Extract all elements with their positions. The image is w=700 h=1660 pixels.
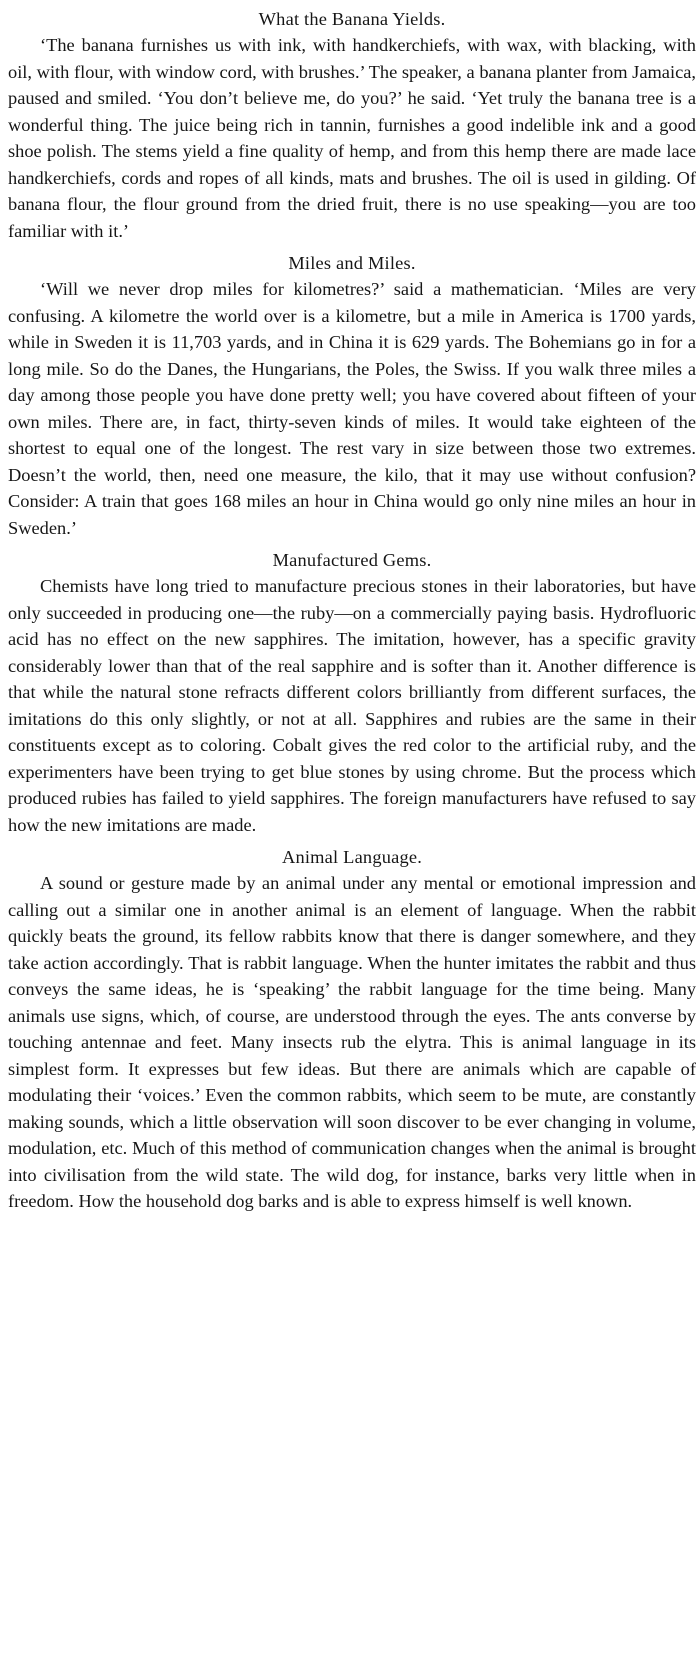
article-gems xyxy=(8,547,696,838)
article-title: Manufactured Gems. xyxy=(272,550,432,570)
article-miles xyxy=(8,250,696,541)
article-body: ‘The banana furnishes us with ink, with handkerchiefs, with wax, with blacking, with oil, with flour, with window cord, with brushes.’ The speaker, a banana planter from Jamaica, paused and smiled. ‘You don’t believe me, do you?’ he said. ‘Yet truly the banana tree is a wonderful thing. The juice being rich in tannin, furnishes a good indelible ink and a good shoe polish. The stems yield a fine quality of hemp, and from this hemp there are made lace handkerchiefs, cords and ropes of all kinds, mats and brushes. The oil is used in gilding. Of banana flour, the flour ground from the dried fruit, there is no use speaking—you are too familiar with it.’ xyxy=(8,35,696,241)
article-body: ‘Will we never drop miles for kilometres?’ said a mathematician. ‘Miles are very confusing. A kilometre the world over is a kilometre, but a mile in America is 1700 yards, while in Sweden it is 11,703 yards, and in China it is 629 yards. The Bohemians go in for a long mile. So do the Danes, the Hungarians, the Poles, the Swiss. If you walk three miles a day among those people you have done pretty well; you have covered about fifteen of your own miles. There are, in fact, thirty-seven kinds of miles. It would take eighteen of the shortest to equal one of the longest. The rest vary in size between those two extremes. Doesn’t the world, then, need one measure, the kilo, that it may use without confusion? Consider: A train that goes 168 miles an hour in China would go only nine miles an hour in Sweden.’ xyxy=(8,279,696,538)
article-title: What the Banana Yields. xyxy=(258,9,446,29)
article-title: Animal Language. xyxy=(281,847,423,867)
article-title: Miles and Miles. xyxy=(288,253,416,273)
article-banana xyxy=(8,6,696,244)
article-body: A sound or gesture made by an animal under any mental or emotional impression and calling out a similar one in another animal is an element of language. When the rabbit quickly beats the ground, its fellow rabbits know that there is danger somewhere, and they take action accordingly. That is rabbit language. When the hunter imitates the rabbit and thus conveys the same ideas, he is ‘speaking’ the rabbit language for the time being. Many animals use signs, which, of course, are understood through the eyes. The ants converse by touching antennae and feet. Many insects rub the elytra. This is animal language in its simplest form. It expresses but few ideas. But there are animals which are capable of modulating their ‘voices.’ Even the common rabbits, which seem to be mute, are constantly making sounds, which a little observation will soon discover to be ever changing in volume, modulation, etc. Much of this method of communication changes when the animal is brought into civilisation from the wild state. The wild dog, for instance, barks very little when in freedom. How the household dog barks and is able to express himself is well known. xyxy=(8,873,696,1211)
article-body: Chemists have long tried to manufacture precious stones in their laboratories, but have only succeeded in producing one—the ruby—on a commercially paying basis. Hydrofluoric acid has no effect on the new sapphires. The imitation, however, has a specific gravity considerably lower than that of the real sapphire and is softer than it. Another difference is that while the natural stone refracts different colors brilliantly from different surfaces, the imitations do this only slightly, or not at all. Sapphires and rubies are the same in their constituents except as to coloring. Cobalt gives the red color to the artificial ruby, and the experimenters have been trying to get blue stones by using chrome. But the process which produced rubies has failed to yield sapphires. The foreign manufacturers have refused to say how the new imitations are made. xyxy=(8,576,696,835)
article-animal-language xyxy=(8,844,696,1215)
